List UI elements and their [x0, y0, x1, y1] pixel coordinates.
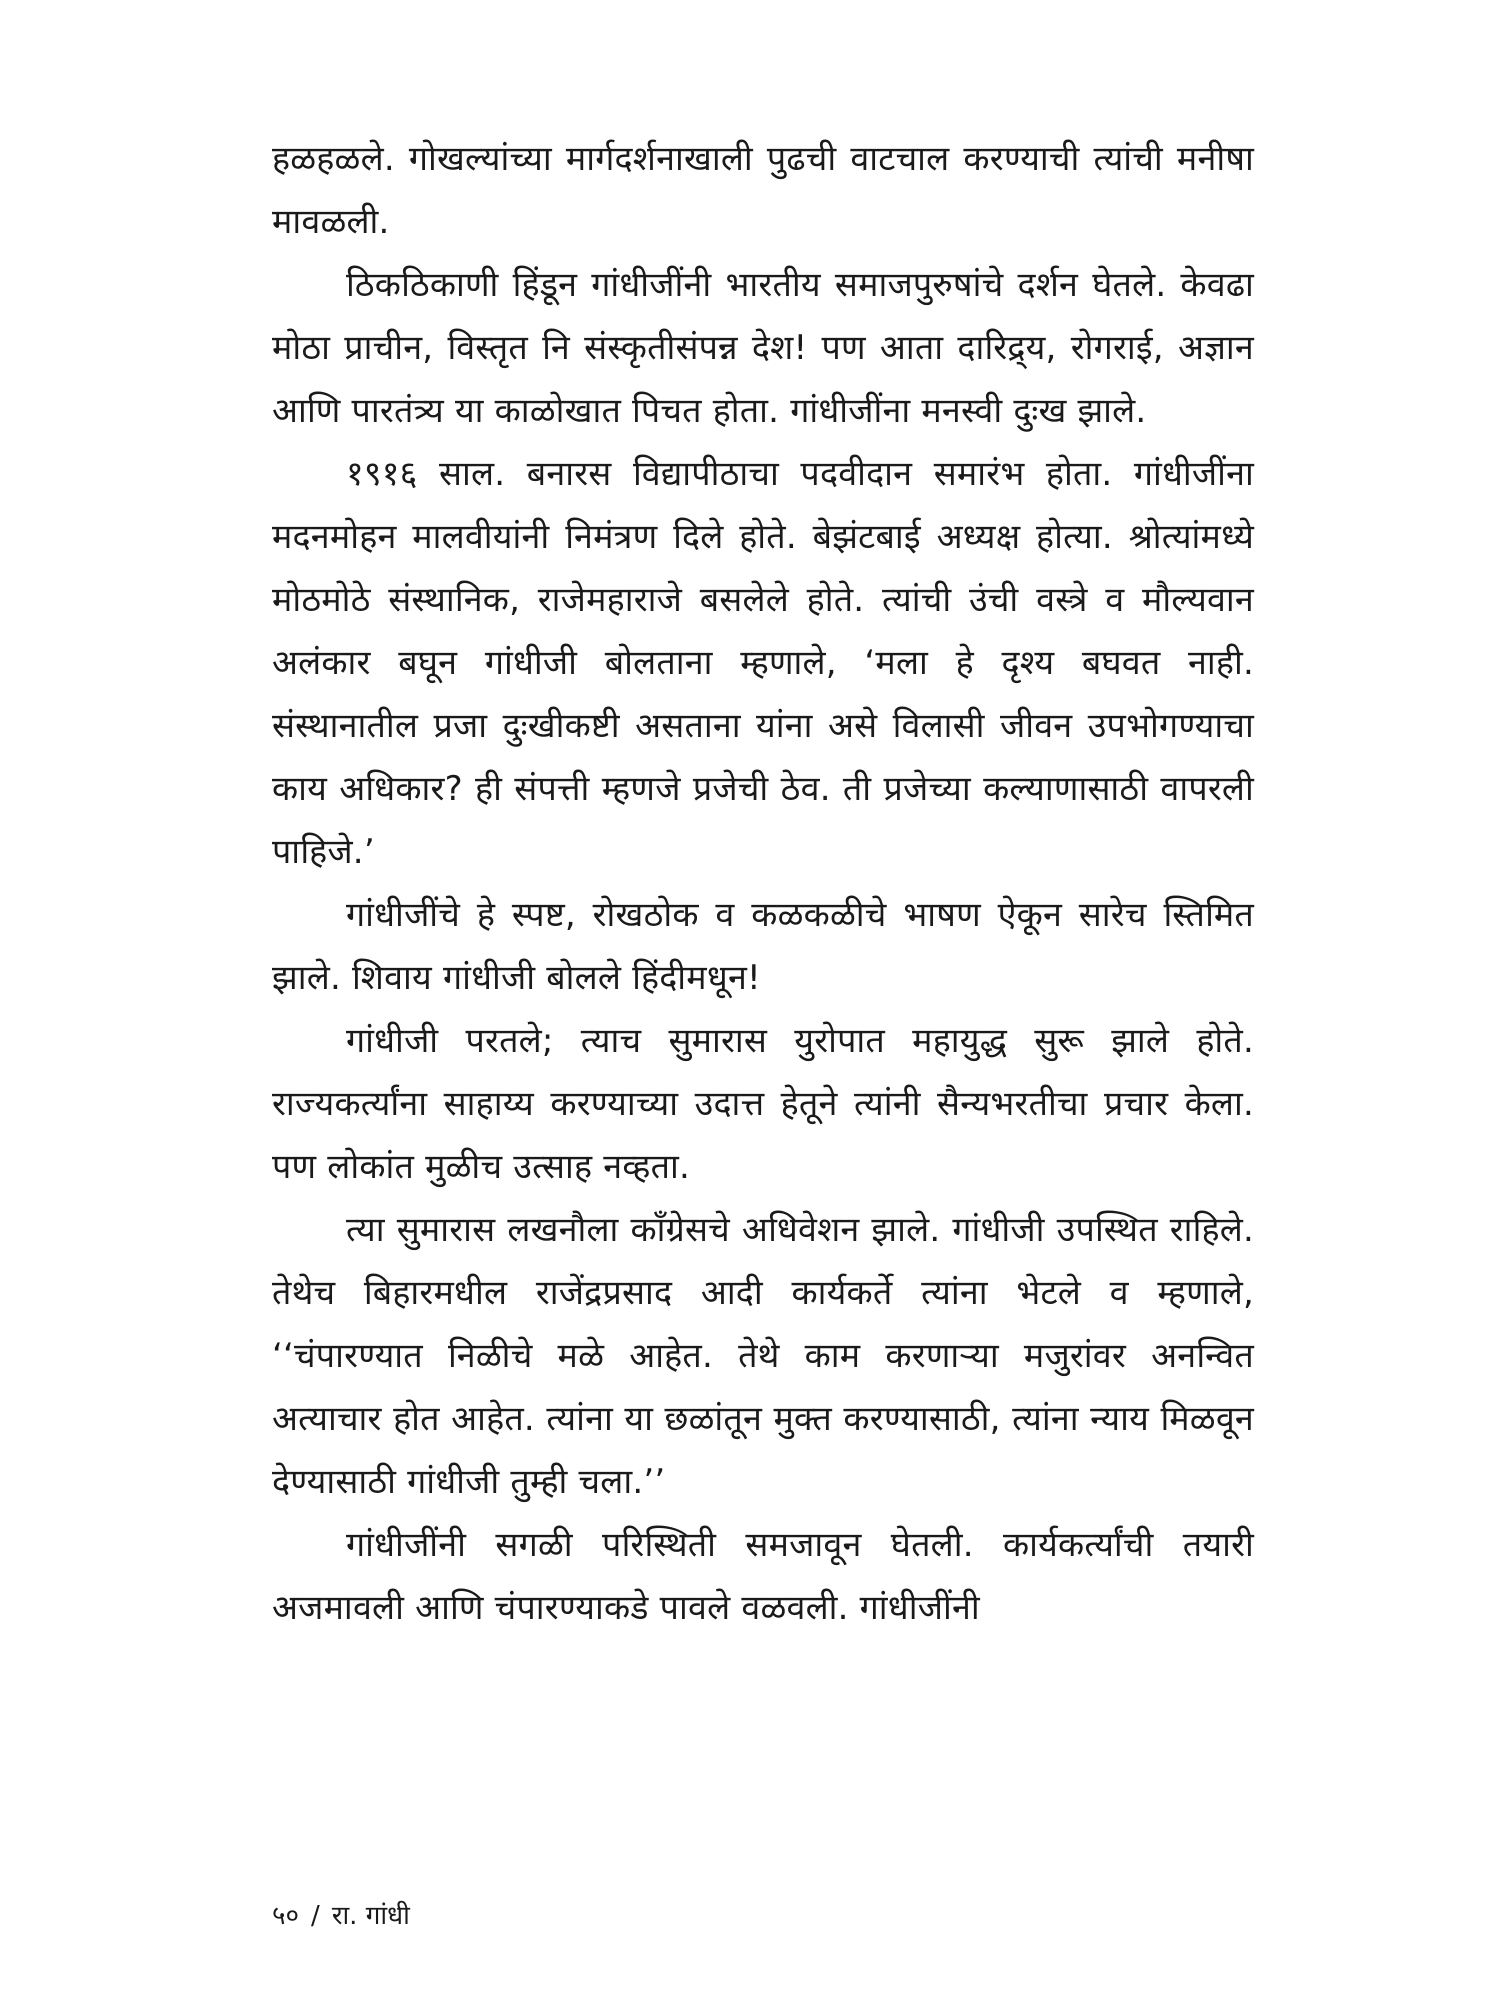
running-title: रा. गांधी — [331, 1901, 410, 1931]
page-number: ५० — [272, 1901, 300, 1931]
footer-separator: / — [311, 1901, 320, 1931]
paragraph-7: गांधीजींनी सगळी परिस्थिती समजावून घेतली. कार्यकर्त्यांची तयारी अजमावली आणि चंपारण्याकडे पावले वळवली. गांधीजींनी — [272, 1525, 1254, 1628]
paragraph-5: गांधीजी परतले; त्याच सुमारास युरोपात महायुद्ध सुरू झाले होते. राज्यकर्त्यांना साहाय्य करण्याच्या उदात्त हेतूने त्यांनी सैन्यभरतीचा प्रचार केला. पण लोकांत मुळीच उत्साह नव्हता. — [272, 1021, 1254, 1187]
paragraph-4: गांधीजींचे हे स्पष्ट, रोखठोक व कळकळीचे भाषण ऐकून सारेच स्तिमित झाले. शिवाय गांधीजी बोलले हिंदीमधून! — [272, 895, 1254, 998]
paragraph-3: १९१६ साल. बनारस विद्यापीठाचा पदवीदान समारंभ होता. गांधीजींना मदनमोहन मालवीयांनी निमंत्रण दिले होते. बेझंटबाई अध्यक्ष होत्या. श्रोत्यांमध्ये मोठमोठे संस्थानिक, राजेमहाराजे बसलेले होते. त्यांची उंची वस्त्रे व मौल्यवान अलंकार बघून गांधीजी बोलताना म्हणाले, ‘मला हे दृश्य बघवत नाही. संस्थानातील प्रजा दुःखीकष्टी असताना यांना असे विलासी जीवन उपभोगण्याचा काय अधिकार? ही संपत्ती म्हणजे प्रजेची ठेव. ती प्रजेच्या कल्याणासाठी वापरली पाहिजे.’ — [272, 454, 1254, 872]
body-text — [272, 128, 1254, 1640]
paragraph-6: त्या सुमारास लखनौला काँग्रेसचे अधिवेशन झाले. गांधीजी उपस्थित राहिले. तेथेच बिहारमधील राजेंद्रप्रसाद आदी कार्यकर्ते त्यांना भेटले व म्हणाले, ‘‘चंपारण्यात निळीचे मळे आहेत. तेथे काम करणाऱ्या मजुरांवर अनन्वित अत्याचार होत आहेत. त्यांना या छळांतून मुक्त करण्यासाठी, त्यांना न्याय मिळवून देण्यासाठी गांधीजी तुम्ही चला.’’ — [272, 1210, 1254, 1502]
paragraph-2: ठिकठिकाणी हिंडून गांधीजींनी भारतीय समाजपुरुषांचे दर्शन घेतले. केवढा मोठा प्राचीन, विस्तृत नि संस्कृतीसंपन्न देश! पण आता दारिद्र्य, रोगराई, अज्ञान आणि पारतंत्र्य या काळोखात पिचत होता. गांधीजींना मनस्वी दुःख झाले. — [272, 265, 1254, 431]
paragraph-1: हळहळले. गोखल्यांच्या मार्गदर्शनाखाली पुढची वाटचाल करण्याची त्यांची मनीषा मावळली. — [272, 139, 1254, 242]
page-footer — [272, 1896, 410, 1936]
